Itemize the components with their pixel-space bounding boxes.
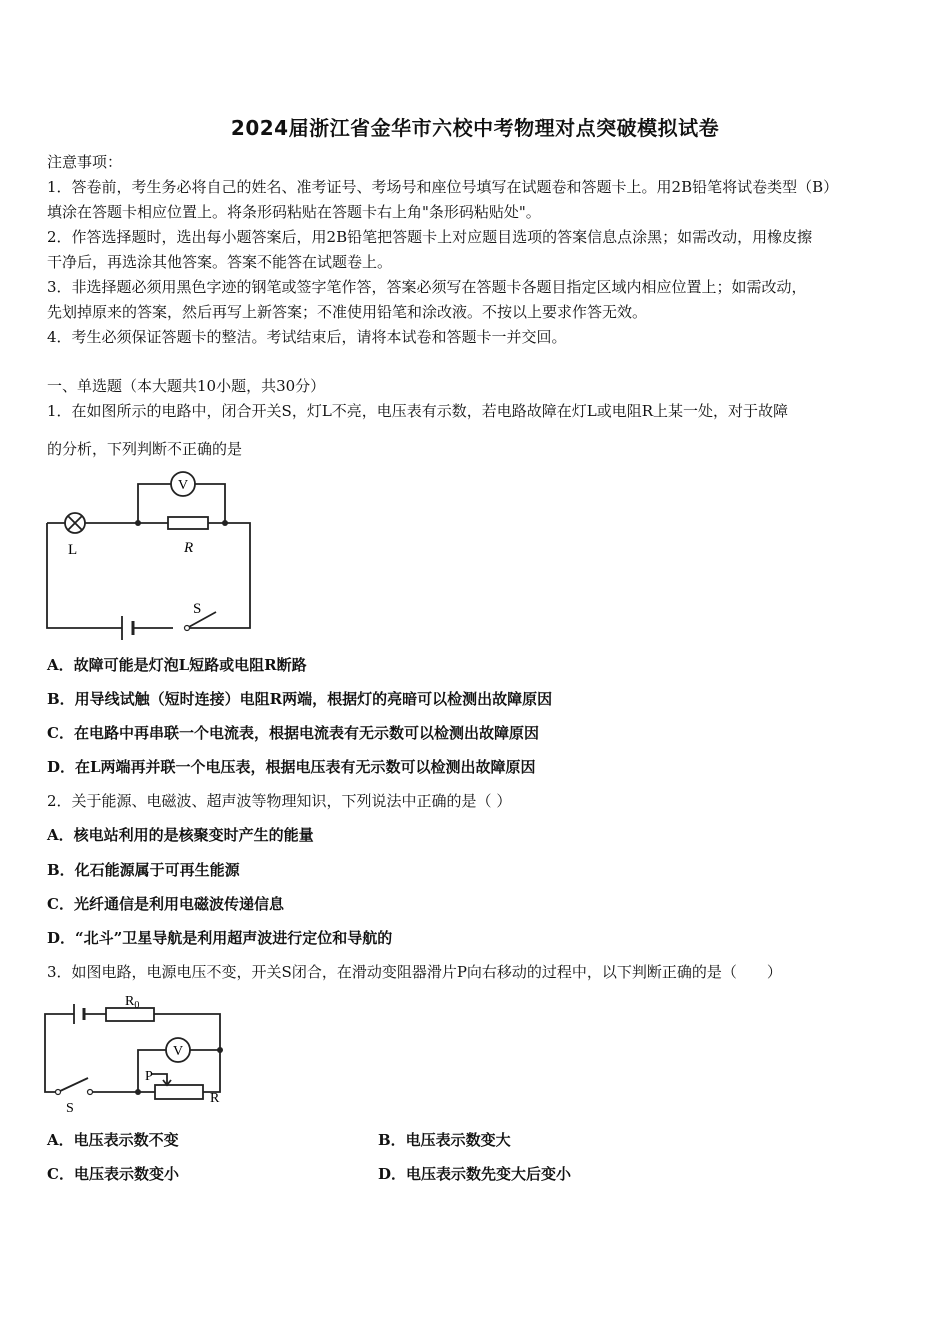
option-b: B．化石能源属于可再生能源 — [47, 861, 240, 879]
rheostat-label: R — [210, 1091, 220, 1106]
question-stem: 的分析，下列判断不正确的是 — [47, 440, 243, 458]
option-a: A．电压表示数不变 — [47, 1131, 179, 1149]
notice-line: 干净后，再选涂其他答案。答案不能答在试题卷上。 — [47, 253, 393, 271]
wire — [47, 523, 122, 628]
question-stem: 2．关于能源、电磁波、超声波等物理知识，下列说法中正确的是（ ） — [47, 792, 512, 810]
r0-label: $R_0$ — [125, 994, 140, 1011]
resistor-label: R — [184, 540, 194, 556]
option-a: A．故障可能是灯泡L短路或电阻R断路 — [47, 656, 307, 674]
notice-line: 1．答卷前，考生务必将自己的姓名、准考证号、考场号和座位号填写在试题卷和答题卡上。用2B铅笔将试卷类型（B） — [47, 178, 839, 196]
question-stem: 3．如图电路，电源电压不变，开关S闭合，在滑动变阻器滑片P向右移动的过程中，以下判断正确的是（ ） — [47, 963, 782, 981]
voltmeter-label: V — [177, 478, 189, 493]
wire — [138, 484, 171, 523]
voltmeter-label: V — [172, 1044, 184, 1059]
switch-label: S — [193, 601, 202, 617]
circuit-diagram-3 — [38, 990, 238, 1120]
option-c: C．在电路中再串联一个电流表，根据电流表有无示数可以检测出故障原因 — [47, 724, 539, 742]
rheostat-icon — [155, 1085, 203, 1099]
option-d: D．电压表示数先变大后变小 — [378, 1165, 572, 1183]
switch-icon — [58, 1078, 88, 1092]
option-b: B．电压表示数变大 — [378, 1131, 511, 1149]
wire — [45, 1024, 58, 1092]
notice-line: 4．考生必须保证答题卡的整洁。考试结束后，请将本试卷和答题卡一并交回。 — [47, 328, 567, 346]
switch-contact — [56, 1090, 61, 1095]
option-c: C．电压表示数变小 — [47, 1165, 179, 1183]
circuit-diagram-1 — [40, 470, 260, 645]
option-d: D．“北斗”卫星导航是利用超声波进行定位和导航的 — [47, 929, 393, 947]
wire — [45, 1014, 74, 1024]
resistor-r0-icon — [106, 1008, 154, 1021]
notice-line: 填涂在答题卡相应位置上。将条形码粘贴在答题卡右上角"条形码粘贴处"。 — [47, 203, 541, 221]
junction-dot — [135, 520, 141, 526]
lamp-label: L — [68, 542, 78, 558]
option-a: A．核电站利用的是核聚变时产生的能量 — [47, 826, 314, 844]
wire — [154, 1014, 220, 1076]
option-b: B．用导线试触（短时连接）电阻R两端，根据灯的亮暗可以检测出故障原因 — [47, 690, 553, 708]
switch-icon — [187, 612, 216, 628]
slider-label: P — [145, 1069, 153, 1084]
junction-dot — [222, 520, 228, 526]
option-c: C．光纤通信是利用电磁波传递信息 — [47, 895, 284, 913]
page-title: 2024届浙江省金华市六校中考物理对点突破模拟试卷 — [230, 116, 720, 140]
wire — [203, 1076, 220, 1092]
junction-dot — [135, 1089, 141, 1095]
switch-contact — [185, 626, 190, 631]
switch-label: S — [66, 1101, 74, 1116]
section-heading: 一、单选题（本大题共10小题，共30分） — [47, 377, 326, 395]
notice-heading: 注意事项： — [47, 153, 123, 171]
resistor-icon — [168, 517, 208, 529]
notice-line: 3．非选择题必须用黑色字迹的钢笔或签字笔作答，答案必须写在答题卡各题目指定区域内相应位置上；如需改动， — [47, 278, 807, 296]
junction-dot — [217, 1047, 223, 1053]
switch-contact — [88, 1090, 93, 1095]
notice-line: 2．作答选择题时，选出每小题答案后，用2B铅笔把答题卡上对应题目选项的答案信息点涂黑；如需改动，用橡皮擦 — [47, 228, 813, 246]
option-d: D．在L两端再并联一个电压表，根据电压表有无示数可以检测出故障原因 — [47, 758, 536, 776]
question-stem: 1．在如图所示的电路中，闭合开关S，灯L不亮，电压表有示数，若电路故障在灯L或电阻R上某一处，对于故障 — [47, 402, 789, 420]
notice-line: 先划掉原来的答案，然后再写上新答案；不准使用铅笔和涂改液。不按以上要求作答无效。 — [47, 303, 648, 321]
